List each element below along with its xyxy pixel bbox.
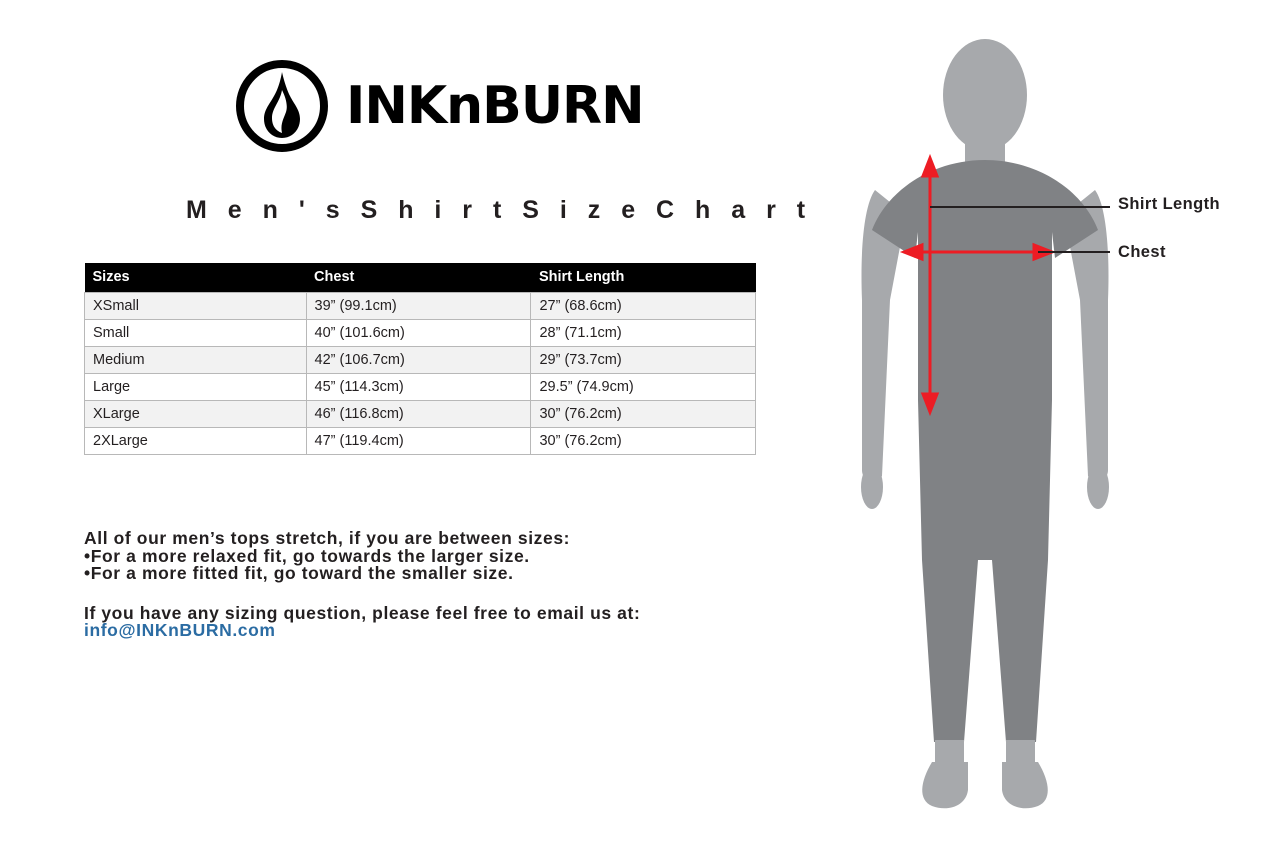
flame-logo-icon	[236, 60, 328, 152]
cell-size: 2XLarge	[85, 428, 307, 455]
brand-name: INKnBURN	[346, 76, 644, 136]
label-shirt-length: Shirt Length	[1118, 195, 1220, 213]
cell-chest: 47” (119.4cm)	[306, 428, 531, 455]
cell-size: Small	[85, 320, 307, 347]
cell-size: Large	[85, 374, 307, 401]
notes-bullet-fitted: •For a more fitted fit, go toward the smaller size.	[84, 563, 514, 583]
table-row	[85, 428, 756, 455]
cell-size: XLarge	[85, 401, 307, 428]
table-row	[85, 320, 756, 347]
body-figure-svg	[820, 0, 1280, 853]
cell-chest: 39” (99.1cm)	[306, 293, 531, 320]
column-header-shirt-length: Shirt Length	[531, 263, 756, 293]
cell-size: XSmall	[85, 293, 307, 320]
cell-shirt-length: 29” (73.7cm)	[531, 347, 756, 374]
cell-shirt-length: 29.5” (74.9cm)	[531, 374, 756, 401]
table-row	[85, 293, 756, 320]
table-row	[85, 347, 756, 374]
size-chart-table	[84, 263, 756, 455]
page-title: M e n ' s S h i r t S i z e C h a r t	[186, 196, 813, 224]
cell-chest: 42” (106.7cm)	[306, 347, 531, 374]
table-row	[85, 401, 756, 428]
label-chest: Chest	[1118, 243, 1166, 261]
sizing-notes	[84, 530, 774, 640]
table-header-row	[85, 263, 756, 293]
notes-contact-line: If you have any sizing question, please feel free to email us at:	[84, 602, 641, 623]
measurement-diagram	[820, 0, 1280, 853]
cell-shirt-length: 28” (71.1cm)	[531, 320, 756, 347]
cell-size: Medium	[85, 347, 307, 374]
cell-chest: 45” (114.3cm)	[306, 374, 531, 401]
contact-email-link[interactable]: info@INKnBURN.com	[84, 620, 276, 640]
column-header-sizes: Sizes	[85, 263, 307, 293]
notes-bullet-relaxed: •For a more relaxed fit, go towards the larger size.	[84, 545, 530, 566]
cell-shirt-length: 30” (76.2cm)	[531, 428, 756, 455]
cell-chest: 46” (116.8cm)	[306, 401, 531, 428]
column-header-chest: Chest	[306, 263, 531, 293]
cell-shirt-length: 27” (68.6cm)	[531, 293, 756, 320]
table-row	[85, 374, 756, 401]
cell-chest: 40” (101.6cm)	[306, 320, 531, 347]
cell-shirt-length: 30” (76.2cm)	[531, 401, 756, 428]
notes-heading: All of our men’s tops stretch, if you are between sizes:	[84, 528, 571, 548]
brand-logo	[236, 60, 644, 152]
notes-spacer	[84, 583, 774, 605]
